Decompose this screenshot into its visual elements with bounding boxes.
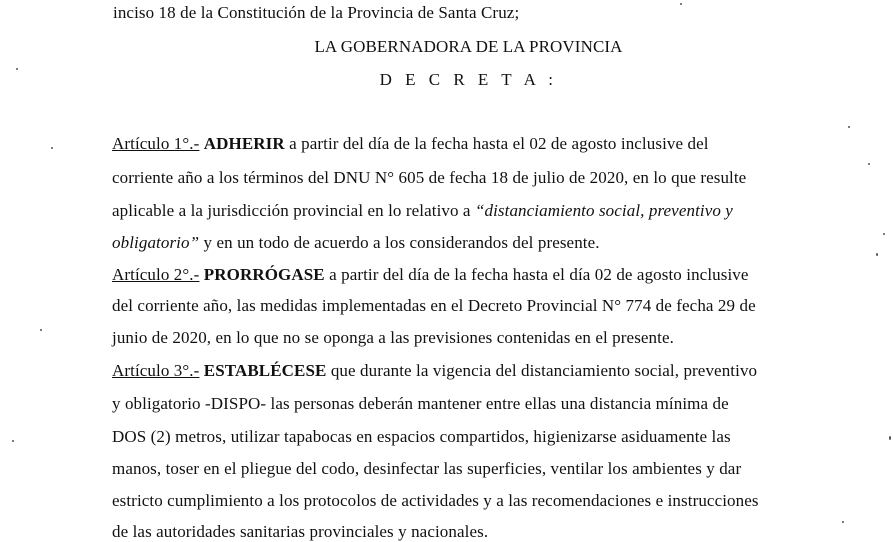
art2-line2: del corriente año, las medidas implementadas en el Decreto Provincial N° 774 de fecha 29 de: [112, 296, 756, 315]
scan-speck: [51, 147, 53, 149]
scan-speck: [40, 329, 42, 331]
art3-line2: y obligatorio -DISPO- las personas deberán mantener entre ellas una distancia mínima de: [112, 394, 729, 413]
art2-line1: [112, 265, 749, 285]
art3-line1: [112, 361, 757, 381]
art1-line2: corriente año a los términos del DNU N° 605 de fecha 18 de julio de 2020, en lo que resulte: [112, 168, 747, 187]
art1-line3: [112, 201, 733, 221]
art1-text3a: aplicable a la jurisdicción provincial en lo relativo a: [112, 201, 475, 220]
scan-speck: [876, 253, 878, 256]
art2-verb: PRORRÓGASE: [203, 265, 325, 284]
art3-verb: ESTABLÉCESE: [203, 361, 327, 380]
decreta-heading: D E C R E T A :: [379, 70, 558, 89]
scan-speck: [680, 3, 682, 5]
art3-line3: DOS (2) metros, utilizar tapabocas en espacios compartidos, higienizarse asiduamente las: [112, 427, 731, 446]
art1-quote-a: “distanciamiento social, preventivo y: [474, 201, 733, 220]
art3-text1: que durante la vigencia del distanciamiento social, preventivo: [326, 361, 758, 380]
art2-line3: junio de 2020, en lo que no se oponga a las previsiones contenidas en el presente.: [112, 328, 674, 347]
art3-line6: de las autoridades sanitarias provinciales y nacionales.: [112, 522, 489, 541]
scan-speck: [16, 68, 18, 70]
intro-tail: inciso 18 de la Constitución de la Provincia de Santa Cruz;: [113, 3, 520, 22]
art1-line1: [112, 134, 709, 154]
scan-speck: [848, 126, 850, 128]
art1-text1: a partir del día de la fecha hasta el 02 de agosto inclusive del: [284, 134, 709, 153]
art1-quote-b: obligatorio”: [112, 233, 200, 252]
art3-line4: manos, toser en el pliegue del codo, desinfectar las superficies, ventilar los ambientes y dar: [112, 459, 742, 478]
art2-label: Artículo 2°.-: [112, 265, 200, 284]
scan-speck: [883, 233, 885, 235]
art2-text1: a partir del día de la fecha hasta el día 02 de agosto inclusive: [324, 265, 749, 284]
scan-speck: [868, 163, 870, 165]
art1-label: Artículo 1°.-: [112, 134, 200, 153]
scan-speck: [12, 440, 14, 442]
scan-speck: [889, 436, 891, 440]
scan-speck: [842, 521, 844, 523]
art1-line4: [112, 233, 600, 253]
art3-line5: estricto cumplimiento a los protocolos de actividades y a las recomendaciones e instrucciones: [112, 491, 759, 510]
art1-text4: y en un todo de acuerdo a los considerandos del presente.: [199, 233, 600, 252]
art1-verb: ADHERIR: [203, 134, 285, 153]
authority-heading: LA GOBERNADORA DE LA PROVINCIA: [314, 37, 623, 56]
art3-label: Artículo 3°.-: [112, 361, 200, 380]
